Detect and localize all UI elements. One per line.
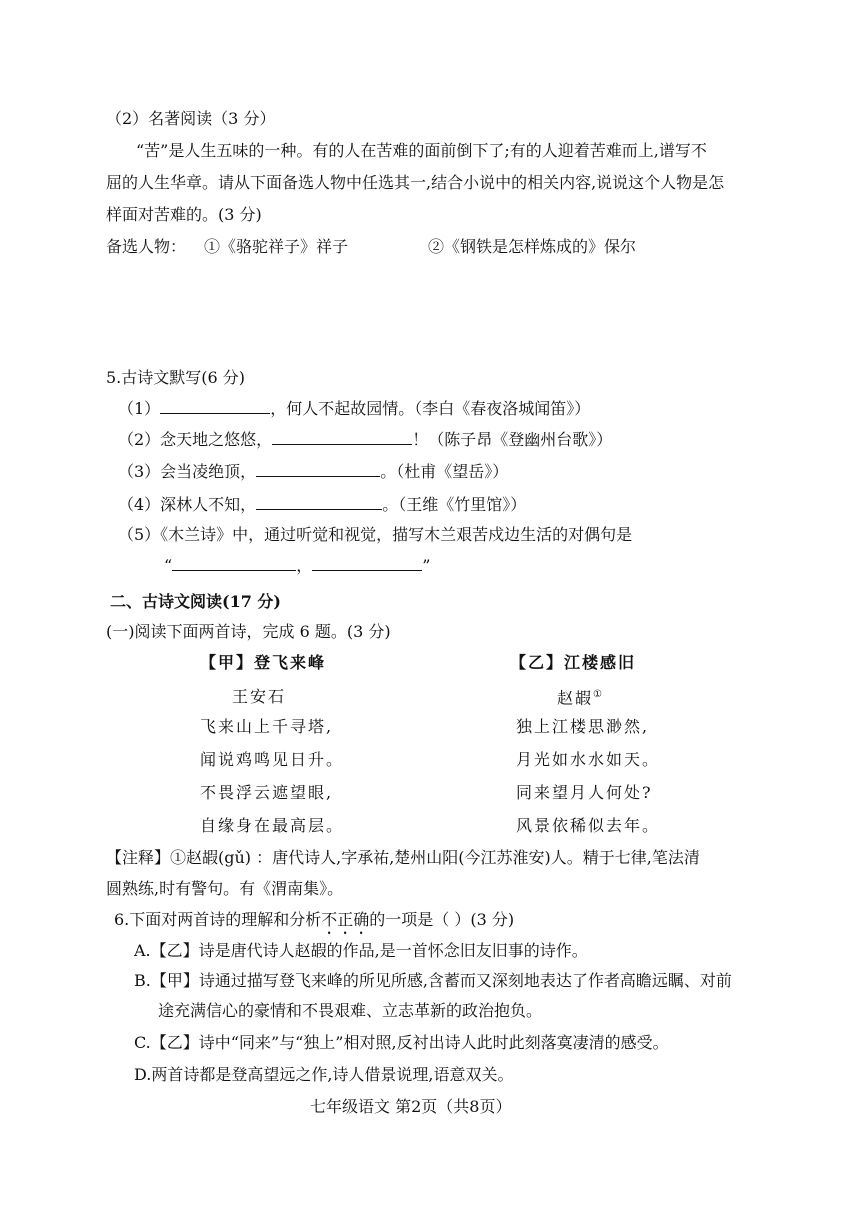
poem-b-line-3: 同来望月人何处? — [516, 783, 653, 802]
q6-stem-emphasis: 不正确 — [321, 910, 370, 929]
section-2-sub-1: (一)阅读下面两首诗，完成 6 题。(3 分) — [106, 622, 391, 641]
q5-item-5-answer — [164, 554, 430, 577]
option-c[interactable]: C.【乙】诗中“同来”与“独上”相对照,反衬出诗人此时此刻落寞凄清的感受。 — [134, 1033, 669, 1052]
q5-title: 5.古诗文默写(6 分) — [106, 368, 246, 387]
q5-item-1 — [118, 397, 590, 420]
q4-2-title: （2）名著阅读（3 分） — [106, 109, 276, 128]
option-1: ①《骆驼祥子》祥子 — [204, 237, 349, 256]
answer-blank-4[interactable] — [256, 493, 382, 510]
poem-b-author-line — [557, 684, 604, 709]
poem-b-author: 赵嘏 — [557, 688, 594, 708]
annotation-line-2: 圆熟练,时有警句。有《渭南集》。 — [106, 879, 344, 898]
q5-item-5: （5）《木兰诗》中，通过听觉和视觉，描写木兰艰苦戍边生活的对偶句是 — [118, 525, 633, 544]
q5-item-2 — [118, 428, 612, 451]
q5-item-3 — [118, 460, 508, 483]
section-2-title: 二、古诗文阅读(17 分) — [110, 592, 281, 611]
q5-item-4-prefix: （4）深林人不知， — [118, 495, 257, 514]
poem-a-line-3: 不畏浮云遮望眼, — [200, 783, 334, 802]
q5-item-1-suffix: ，何人不起故园情。（李白《春夜洛城闻笛》） — [270, 399, 591, 418]
poem-a-author: 王安石 — [232, 687, 287, 706]
poem-a-line-2: 闻说鸡鸣见日升。 — [200, 750, 345, 769]
q4-2-paragraph-line-3: 样面对苦难的。(3 分) — [106, 205, 262, 224]
comma: ， — [296, 556, 313, 575]
option-2: ②《钢铁是怎样炼成的》保尔 — [428, 237, 637, 256]
close-quote: ” — [422, 556, 431, 575]
q5-item-4-suffix: 。（王维《竹里馆》） — [382, 495, 527, 514]
answer-blank-3[interactable] — [256, 460, 380, 477]
q5-item-4 — [118, 493, 526, 516]
poem-b-line-2: 月光如水水如天。 — [516, 750, 661, 769]
answer-blank-1[interactable] — [160, 397, 270, 414]
q4-2-paragraph-line-1: “苦”是人生五味的一种。有的人在苦难的面前倒下了;有的人迎着苦难而上,谱写不 — [136, 141, 707, 160]
open-quote: “ — [164, 556, 173, 575]
q6-stem-suffix: 的一项是（ ）(3 分) — [369, 910, 515, 929]
option-b-line-1[interactable]: B.【甲】诗通过描写登飞来峰的所见所感,含蓄而又深刻地表达了作者高瞻远瞩、对前 — [134, 971, 732, 990]
q5-item-2-suffix: ！（陈子昂《登幽州台歌》） — [412, 430, 613, 449]
poem-b-title: 【乙】江楼感旧 — [510, 653, 637, 672]
q6-stem-prefix: 6.下面对两首诗的理解和分析 — [114, 910, 322, 929]
q5-item-3-prefix: （3）会当凌绝顶， — [118, 462, 257, 481]
q4-2-paragraph-line-2: 屈的人生华章。请从下面备选人物中任选其一,结合小说中的相关内容,说说这个人物是怎 — [106, 173, 725, 192]
page-footer: 七年级语文 第2页（共8页） — [310, 1097, 512, 1116]
poem-b-line-4: 风景依稀似去年。 — [516, 816, 661, 835]
poem-b-line-1: 独上江楼思渺然, — [516, 717, 650, 736]
poem-a-line-4: 自缘身在最高层。 — [200, 816, 345, 835]
annotation-line-1: 【注释】①赵嘏(gǔ) ：唐代诗人,字承祐,楚州山阳(今江苏淮安)人。精于七律,笔法清 — [106, 848, 700, 867]
option-a[interactable]: A.【乙】诗是唐代诗人赵嘏的作品,是一首怀念旧友旧事的诗作。 — [134, 941, 588, 960]
q5-item-3-suffix: 。（杜甫《望岳》） — [380, 462, 509, 481]
poem-a-title: 【甲】登飞来峰 — [200, 653, 327, 672]
footnote-marker: ① — [593, 689, 604, 700]
option-b-line-2: 途充满信心的豪情和不畏艰难、立志革新的政治抱负。 — [158, 1001, 543, 1020]
q6-stem — [114, 909, 514, 938]
answer-blank-5[interactable] — [172, 554, 296, 571]
q5-item-1-prefix: （1） — [118, 399, 161, 418]
answer-blank-6[interactable] — [312, 554, 422, 571]
option-d[interactable]: D.两首诗都是登高望远之作,诗人借景说理,语意双关。 — [134, 1065, 514, 1084]
options-label: 备选人物： — [106, 237, 187, 256]
q5-item-2-prefix: （2）念天地之悠悠， — [118, 430, 273, 449]
poem-a-line-1: 飞来山上千寻塔, — [200, 717, 334, 736]
answer-blank-2[interactable] — [272, 428, 412, 445]
